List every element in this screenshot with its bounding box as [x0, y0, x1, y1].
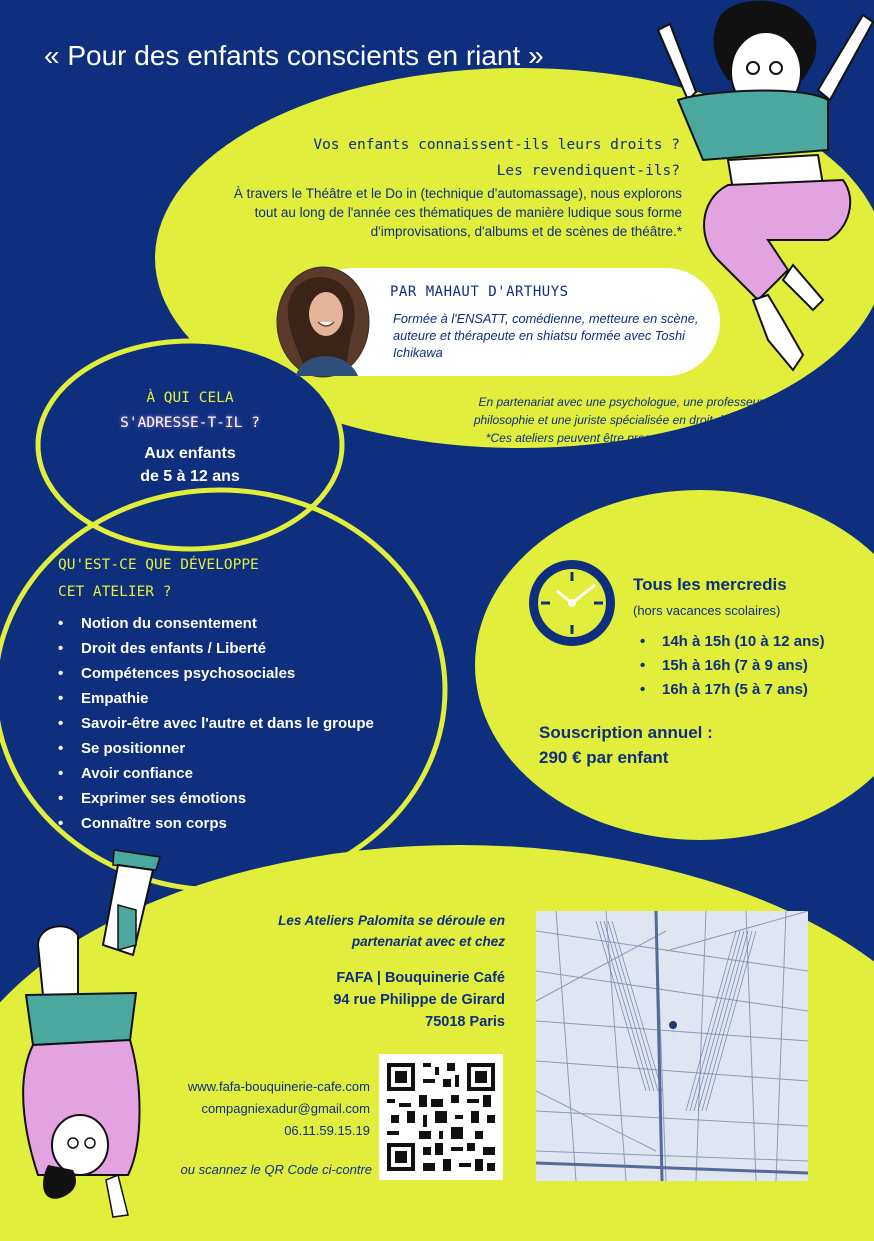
- venue-street: 94 rue Philippe de Girard: [333, 992, 505, 1008]
- skills-heading: [58, 552, 259, 606]
- skills-heading-1: QU'EST-CE QUE DÉVELOPPE: [58, 557, 259, 573]
- intro-question-2: Les revendiquent-ils?: [496, 163, 680, 179]
- list-item: • Droit des enfants / Liberté: [58, 636, 374, 661]
- audience-value-1: Aux enfants: [144, 445, 236, 462]
- audience-value: [95, 442, 285, 488]
- list-item: • Se positionner: [58, 736, 374, 761]
- venue-name: FAFA | Bouquinerie Café: [336, 970, 505, 986]
- price-value: 290 € par enfant: [539, 748, 669, 767]
- contact-block: [120, 1076, 370, 1142]
- price-label: Souscription annuel :: [539, 723, 713, 742]
- list-item: • Compétences psychosociales: [58, 661, 374, 686]
- list-item: • 15h à 16h (7 à 9 ans): [640, 654, 825, 678]
- map-streets: [536, 911, 808, 1181]
- audience-heading: [95, 386, 285, 436]
- skills-heading-2: CET ATELIER ?: [58, 584, 172, 600]
- portrait-photo: [276, 266, 370, 378]
- bio-text: Formée à l'ENSATT, comédienne, metteure en scène, auteure et thérapeute en shiatsu formée avec Toshi Ichikawa: [393, 311, 699, 360]
- venue-city: 75018 Paris: [425, 1014, 505, 1030]
- intro-text: À travers le Théâtre et le Do in (technique d'automassage), nous explorons tout au long de l'année ces thématiques de manière ludique sous forme d'improvisations, d'albums et de scènes de théâtre.*: [233, 186, 682, 239]
- list-item: • 16h à 17h (5 à 7 ans): [640, 678, 825, 702]
- venue-address: [230, 967, 505, 1033]
- audience-value-2: de 5 à 12 ans: [140, 468, 240, 485]
- qr-code[interactable]: [379, 1054, 503, 1180]
- partnership-note: [430, 393, 780, 447]
- schedule-slots: [640, 630, 825, 702]
- venue-intro-1: Les Ateliers Palomita se déroule en: [278, 913, 505, 928]
- map[interactable]: [536, 911, 808, 1181]
- contact-email[interactable]: compagniexadur@gmail.com: [201, 1101, 370, 1116]
- list-item: • Exprimer ses émotions: [58, 786, 374, 811]
- partnership-line-2: philosophie et une juriste spécialisée en droit de la famille: [473, 413, 780, 427]
- list-item: • Connaître son corps: [58, 811, 374, 836]
- venue-intro-2: partenariat avec et chez: [351, 934, 505, 949]
- list-item: • 14h à 15h (10 à 12 ans): [640, 630, 825, 654]
- skills-list: [58, 611, 374, 836]
- bio-name: PAR MAHAUT D'ARTHUYS: [390, 284, 569, 300]
- list-item: • Avoir confiance: [58, 761, 374, 786]
- contact-website[interactable]: www.fafa-bouquinerie-cafe.com: [187, 1079, 370, 1094]
- list-item: • Notion du consentement: [58, 611, 374, 636]
- audience-heading-2: S'ADRESSE-T-IL ?: [120, 415, 260, 431]
- price-block: [539, 720, 713, 770]
- schedule-days: Tous les mercredis: [633, 575, 787, 594]
- list-item: • Savoir-être avec l'autre et dans le groupe: [58, 711, 374, 736]
- qr-code-icon: [379, 1054, 503, 1180]
- intro-question-1: Vos enfants connaissent-ils leurs droits ?: [313, 137, 680, 153]
- list-item: • Empathie: [58, 686, 374, 711]
- partnership-line-3: *Ces ateliers peuvent être prescrits par les enseignants: [485, 431, 780, 445]
- intro-questions: [300, 132, 680, 184]
- scan-note: ou scannez le QR Code ci-contre: [180, 1162, 372, 1177]
- venue-intro: [230, 910, 505, 952]
- page-title: « Pour des enfants conscients en riant »: [44, 40, 544, 71]
- partnership-line-1: En partenariat avec une psychologue, une professeur de: [478, 395, 780, 409]
- contact-phone[interactable]: 06.11.59.15.19: [284, 1123, 370, 1138]
- audience-heading-1: À QUI CELA: [146, 390, 234, 406]
- schedule-note: (hors vacances scolaires): [633, 603, 781, 618]
- clock-icon: [527, 557, 617, 649]
